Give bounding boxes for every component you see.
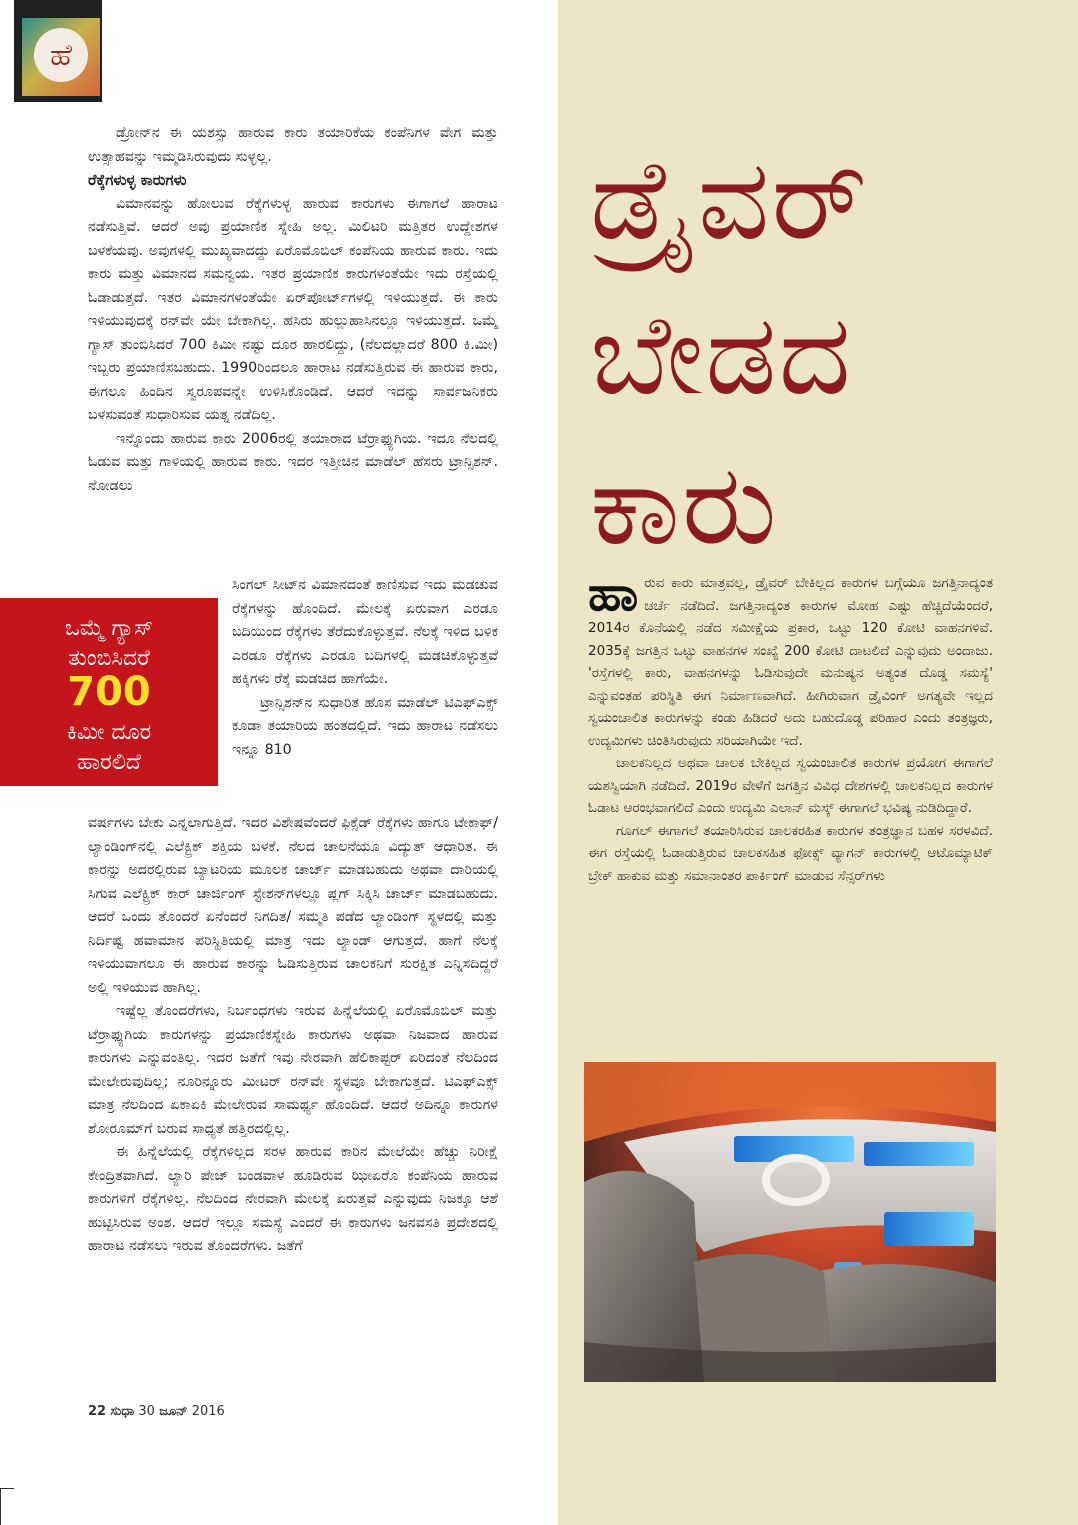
paragraph: ಡ್ರೋನ್‌ನ ಈ ಯಶಸ್ಸು ಹಾರುವ ಕಾರು ತಯಾರಿಕೆಯ ಕಂಪೆನಿಗಳ ವೇಗ ಮತ್ತು ಉತ್ಸಾಹವನ್ನು ಇಮ್ಮಡಿಸಿರುವುದು ಸುಳ್ಳಲ್ಲ. [88, 125, 498, 165]
paragraph: ವರ್ಷಗಳು ಬೇಕು ಎನ್ನಲಾಗುತ್ತಿದೆ. ಇದರ ವಿಶೇಷವೆಂದರೆ ಫಿಕ್ಸೆಡ್ ರೆಕ್ಕೆಗಳು ಹಾಗೂ ಟೇಕಾಫ್/ ಲ್ಯಾಂಡಿಂಗ್‌ನಲ್ಲಿ ಎಲೆಕ್ಟ್ರಿಕ್ ಶಕ್ತಿಯ ಬಳಕೆ. ನೆಲದ ಚಾಲನೆಯೂ ವಿದ್ಯುತ್ ಆಧಾರಿತ. ಈ ಕಾರನ್ನು ಅದರಲ್ಲಿರುವ ಬ್ಯಾಟರಿಯ ಮೂಲಕ ಚಾರ್ಜ್ ಮಾಡಬಹುದು ಅಥವಾ ದಾರಿಯಲ್ಲಿ ಸಿಗುವ ಎಲೆಕ್ಟ್ರಿಕ್ ಕಾರ್ ಚಾರ್ಜಿಂಗ್ ಸ್ಟೇಶನ್‌ಗಳಲ್ಲೂ ಪ್ಲಗ್ ಸಿಕ್ಕಿಸಿ ಚಾರ್ಜ್ ಮಾಡಬಹುದು. ಆದರೆ ಒಂದು ತೊಂದರೆ ಏನೆಂದರೆ ನಿಗದಿತ/ ಸಮ್ಮತಿ ಪಡೆದ ಲ್ಯಾಂಡಿಂಗ್ ಸ್ಥಳದಲ್ಲಿ ಮತ್ತು ನಿರ್ದಿಷ್ಟ ಹವಾಮಾನ ಪರಿಸ್ಥಿತಿಯಲ್ಲಿ ಮಾತ್ರ ಇದು ಲ್ಯಾಂಡ್ ಆಗುತ್ತದೆ. ಹಾಗೆ ನೆಲಕ್ಕೆ ಇಳಿಯುವಾಗಲೂ ಈ ಹಾರುವ ಕಾರನ್ನು ಓಡಿಸುತ್ತಿರುವ ಚಾಲಕನಿಗೆ ಸುರಕ್ಷಿತ ಎನ್ನಿಸದಿದ್ದರೆ ಅಲ್ಲಿ ಇಳಿಯುವ ಹಾಗಿಲ್ಲ. [88, 815, 498, 996]
issue-year: 2016 [191, 1404, 225, 1419]
paragraph: ಟ್ರಾನ್ಸಿಶನ್‌ನ ಸುಧಾರಿತ ಹೊಸ ಮಾಡೆಲ್ ಟಿಎಫ್‌ಎಕ್ಸ್ ಕೂಡಾ ತಯಾರಿಯ ಹಂತದಲ್ಲಿದೆ. ಇದು ಹಾರಾಟ ನಡೆಸಲು ಇನ್ನೂ 810 [232, 694, 498, 758]
paragraph: ವಿಮಾನವನ್ನು ಹೋಲುವ ರೆಕ್ಕೆಗಳುಳ್ಳ ಹಾರುವ ಕಾರುಗಳು ಈಗಾಗಲೆ ಹಾರಾಟ ನಡೆಸುತ್ತಿವೆ. ಆದರೆ ಅವು ಪ್ರಯಾಣಿಕ ಸ್ನೇಹಿ ಅಲ್ಲ. ಮಿಲಿಟರಿ ಮತ್ತಿತರ ಉದ್ದೇಶಗಳ ಬಳಕೆಯವು. ಅವುಗಳಲ್ಲಿ ಮುಖ್ಯವಾದದ್ದು ಏರೊಮೊಬಿಲ್ ಕಂಪೆನಿಯ ಹಾರುವ ಕಾರು. ಇದು ಕಾರು ಮತ್ತು ವಿಮಾನದ ಸಮನ್ವಯ. ಇತರ ಪ್ರಯಾಣಿಕ ಕಾರುಗಳಂತೆಯೇ ಇದು ರಸ್ತೆಯಲ್ಲಿ ಓಡಾಡುತ್ತದೆ. ಇತರ ವಿಮಾನಗಳಂತೆಯೇ ಏರ್‌ಪೋರ್ಟ್‌ಗಳಲ್ಲಿ ಇಳಿಯುತ್ತದೆ. ಈ ಕಾರು ಇಳಿಯುವುದಕ್ಕೆ ರನ್‌ವೇ ಯೇ ಬೇಕಾಗಿಲ್ಲ. ಹಸಿರು ಹುಲ್ಲುಹಾಸಿನಲ್ಲೂ ಇಳಿಯುತ್ತದೆ. ಒಮ್ಮೆ ಗ್ಯಾಸ್ ತುಂಬಿಸಿದರೆ 700 ಕಿಮೀ ನಷ್ಟು ದೂರ ಹಾರಲಿದ್ದು, (ನೆಲದಲ್ಲಾದರೆ 800 ಕಿ.ಮೀ) ಇಬ್ಬರು ಪ್ರಯಾಣಿಸಬಹುದು. 1990ರಿಂದಲೂ ಹಾರಾಟ ನಡೆಸುತ್ತಿರುವ ಈ ಹಾರುವ ಕಾರು, ಈಗಲೂ ಹಿಂದಿನ ಸ್ವರೂಪವನ್ನೇ ಉಳಿಸಿಕೊಂಡಿದೆ. ಆದರೆ ಇದನ್ನು ಸಾರ್ವಜನಿಕರು ಬಳಸುವಂತೆ ಸುಧಾರಿಸುವ ಯತ್ನ ನಡೆದಿಲ್ಲ. [88, 195, 498, 423]
headline-line-1: ಡ್ರೈವರ್ [590, 135, 870, 265]
paragraph: ಈ ಹಿನ್ನೆಲೆಯಲ್ಲಿ ರೆಕ್ಕೆಗಳಿಲ್ಲದ ಸರಳ ಹಾರುವ ಕಾರಿನ ಮೇಲೆಯೇ ಹೆಚ್ಚು ನಿರೀಕ್ಷೆ ಕೇಂದ್ರಿತವಾಗಿದೆ. ಲ್ಯಾರಿ ಪೇಜ್ ಬಂಡವಾಳ ಹೂಡಿರುವ ಝೀಏರೊ ಕಂಪೆನಿಯ ಹಾರುವ ಕಾರುಗಳಿಗೆ ರೆಕ್ಕೆಗಳಿಲ್ಲ. ನೆಲದಿಂದ ನೇರವಾಗಿ ಮೇಲಕ್ಕೆ ಏರುತ್ತವೆ ಎನ್ನುವುದು ನಿಜಕ್ಕೂ ಆಶೆ ಹುಟ್ಟಿಸಿರುವ ಅಂಶ. ಆದರೆ ಇಲ್ಲೂ ಸಮಸ್ಯೆ ಎಂದರೆ ಈ ಕಾರುಗಳು ಜನವಸತಿ ಪ್ರದೇಶದಲ್ಲಿ ಹಾರಾಟ ನಡೆಸಲು ಇರುವ ತೊಂದರೆಗಳು. ಜತೆಗೆ [88, 1144, 498, 1254]
article-column-left-bottom [88, 812, 498, 1259]
drop-cap: ಹಾ [588, 566, 639, 622]
paragraph: ಇಷ್ಟೆಲ್ಲ ತೊಂದರೆಗಳು, ನಿರ್ಬಂಧಗಳು ಇರುವ ಹಿನ್ನೆಲೆಯಲ್ಲಿ ಏರೊಮೊಬಿಲ್ ಮತ್ತು ಟೆರ್ರಾಫ್ಯುಗಿಯ ಕಾರುಗಳನ್ನು ಪ್ರಯಾಣಿಕಸ್ನೇಹಿ ಕಾರುಗಳು ಅಥವಾ ನಿಜವಾದ ಹಾರುವ ಕಾರುಗಳು ಎನ್ನುವಂತಿಲ್ಲ. ಇದರ ಜತೆಗೆ ಇವು ನೇರವಾಗಿ ಹೆಲಿಕಾಪ್ಟರ್ ಏರಿದಂತೆ ನೆಲದಿಂದ ಮೇಲೇರುವುದಿಲ್ಲ; ನೂರಿನ್ನೂರು ಮೀಟರ್ ರನ್‌ವೇ ಸ್ಥಳವೂ ಬೇಕಾಗುತ್ತದೆ. ಟಿಎಫ್‌ಎಕ್ಸ್ ಮಾತ್ರ ನೆಲದಿಂದ ಏಕಾಏಕಿ ಮೇಲೇರುವ ಸಾಮರ್ಥ್ಯ ಹೊಂದಿದೆ. ಆದರೆ ಅದಿನ್ನೂ ಕಾರುಗಳ ಶೋರೂಮ್‌ಗೆ ಬರುವ ಸಾಧ್ಯತೆ ಹತ್ತಿರದಲ್ಲಿಲ್ಲ. [88, 1003, 498, 1137]
pull-quote-line: ಒಮ್ಮೆ ಗ್ಯಾಸ್ [64, 616, 154, 641]
article-column-left-top [88, 122, 498, 498]
car-interior-illustration [584, 1062, 996, 1382]
pull-quote-line: ಹಾರಲಿದೆ [77, 750, 141, 775]
pull-quote-line: ಕಿಮೀ ದೂರ [66, 720, 152, 745]
dashboard-screen [884, 1212, 974, 1246]
paragraph [588, 566, 993, 752]
paragraph: ಸಿಂಗಲ್ ಸೀಟ್‌ನ ವಿಮಾನದಂತೆ ಕಾಣಿಸುವ ಇದು ಮಡಚುವ ರೆಕ್ಕೆಗಳನ್ನು ಹೊಂದಿದೆ. ಮೇಲಕ್ಕೆ ಏರುವಾಗ ಎರಡೂ ಬದಿಯಿಂದ ರೆಕ್ಕೆಗಳು ತೆರೆದುಕೊಳ್ಳುತ್ತವೆ. ನೆಲಕ್ಕೆ ಇಳಿದ ಬಳಿಕ ಎರಡೂ ರೆಕ್ಕೆಗಳು ಎರಡೂ ಬದಿಗಳಲ್ಲಿ ಮಡಚಿಕೊಳ್ಳುತ್ತವೆ ಹಕ್ಕಿಗಳು ರೆಕ್ಕೆ ಮಡಚಿದ ಹಾಗೆಯೇ. [232, 577, 498, 687]
car-interior-photo [584, 1062, 996, 1382]
headline-line-3: ಕಾರು [590, 440, 779, 570]
issue-day: 30 [138, 1404, 155, 1419]
subheading: ರೆಕ್ಕೆಗಳುಳ್ಳ ಕಾರುಗಳು [88, 171, 187, 189]
pull-quote-line: ತುಂಬಿಸಿದರೆ [68, 646, 150, 671]
page-footer [88, 1404, 225, 1419]
paragraph: ಗೂಗಲ್ ಈಗಾಗಲೆ ತಯಾರಿಸಿರುವ ಚಾಲಕರಹಿತ ಕಾರುಗಳ ತಂತ್ರಜ್ಞಾನ ಬಹಳ ಸರಳವಿದೆ. ಈಗ ರಸ್ತೆಯಲ್ಲಿ ಓಡಾಡುತ್ತಿರುವ ಚಾಲಕಸಹಿತ ಫೋಕ್ಸ್ ವ್ಯಾಗನ್ ಕಾರುಗಳಲ್ಲಿ ಆಟೊಮ್ಯಾಟಿಕ್ ಬ್ರೇಕ್ ಹಾಕುವ ಮತ್ತು ಸಮಾನಾಂತರ ಪಾರ್ಕಿಂಗ್ ಮಾಡುವ ಸೆನ್ಸರ್‌ಗಳು [588, 822, 993, 884]
sudha-logo-icon: ಹೆ [34, 28, 88, 82]
pull-quote [0, 598, 218, 786]
paragraph: ಇನ್ನೊಂದು ಹಾರುವ ಕಾರು 2006ರಲ್ಲಿ ತಯಾರಾದ ಟೆರ್ರಾಫ್ಯುಗಿಯ. ಇದೂ ನೆಲದಲ್ಲಿ ಓಡುವ ಮತ್ತು ಗಾಳಿಯಲ್ಲಿ ಹಾರುವ ಕಾರು. ಇದರ ಇತ್ತೀಚಿನ ಮಾಡೆಲ್ ಹೆಸರು ಟ್ರಾನ್ಸಿಶನ್. ನೋಡಲು [88, 430, 498, 494]
paragraph: ಚಾಲಕನಿಲ್ಲದ ಅಥವಾ ಚಾಲಕ ಬೇಕಿಲ್ಲದ ಸ್ವಯಂಚಾಲಿತ ಕಾರುಗಳ ಪ್ರಯೋಗ ಈಗಾಗಲೆ ಯಶಸ್ವಿಯಾಗಿ ನಡೆದಿದೆ. 2019ರ ವೇಳೆಗೆ ಜಗತ್ತಿನ ವಿವಿಧ ದೇಶಗಳಲ್ಲಿ ಚಾಲಕನಿಲ್ಲದ ಕಾರುಗಳ ಓಡಾಟ ಆರಂಭವಾಗಲಿದೆ ಎಂದು ಉದ್ಯಮಿ ಎಲಾನ್ ಮಸ್ಕ್ ಈಗಾಗಲೆ ಭವಿಷ್ಯ ನುಡಿದಿದ್ದಾರೆ. [588, 755, 993, 816]
article-column-left-narrow [232, 574, 498, 762]
magazine-name: ಸುಧಾ [110, 1404, 135, 1419]
headline-line-2: ಬೇಡದ [590, 290, 853, 420]
paragraph-text: ರುವ ಕಾರು ಮಾತ್ರವಲ್ಲ, ಡ್ರೈವರ್ ಬೇಕಿಲ್ಲದ ಕಾರುಗಳ ಬಗ್ಗೆಯೂ ಜಗತ್ತಿನಾದ್ಯಂತ ಚರ್ಚೆ ನಡೆದಿದೆ. ಜಗತ್ತಿನಾದ್ಯಂತ ಕಾರುಗಳ ಮೋಹ ಎಷ್ಟು ಹೆಚ್ಚಿದೆಯೆಂದರೆ, 2014ರ ಕೊನೆಯಲ್ಲಿ ನಡೆದ ಸಮೀಕ್ಷೆಯ ಪ್ರಕಾರ, ಒಟ್ಟು 120 ಕೋಟಿ ವಾಹನಗಳಿವೆ. 2035ಕ್ಕೆ ಜಗತ್ತಿನ ಒಟ್ಟು ವಾಹನಗಳ ಸಂಖ್ಯೆ 200 ಕೋಟಿ ದಾಟಲಿದೆ ಎನ್ನುವುದು ಅಂದಾಜು. 'ರಸ್ತೆಗಳಲ್ಲಿ ಕಾರು, ವಾಹನಗಳನ್ನು ಓಡಿಸುವುದೇ ಮನುಷ್ಯನ ಅತ್ಯಂತ ದೊಡ್ಡ ಸಮಸ್ಯೆ' ಎನ್ನುವಂತಹ ಪರಿಸ್ಥಿತಿ ಈಗ ನಿರ್ಮಾಣವಾಗಿದೆ. ಹೀಗಿರುವಾಗ ಡ್ರೈವಿಂಗ್ ಅಗತ್ಯವೇ ಇಲ್ಲದ ಸ್ವಯಂಚಾಲಿತ ಕಾರುಗಳನ್ನು ಕಂಡು ಹಿಡಿದರೆ ಅದು ಬಹುದೊಡ್ಡ ಪರಿಹಾರ ಎಂದು ತಂತ್ರಜ್ಞರು, ಉದ್ಯಮಿಗಳು ಚಿಂತಿಸಿರುವುದು ಸರಿಯಾಗಿಯೇ ಇದೆ. [588, 575, 993, 749]
page-number: 22 [88, 1404, 107, 1419]
crop-mark [0, 1488, 14, 1489]
dashboard-screen [864, 1142, 974, 1166]
issue-month: ಜೂನ್ [159, 1404, 188, 1419]
article-column-right [588, 566, 993, 887]
crop-mark [0, 1488, 1, 1525]
magazine-logo [14, 0, 102, 102]
pull-quote-number: 700 [67, 669, 151, 715]
